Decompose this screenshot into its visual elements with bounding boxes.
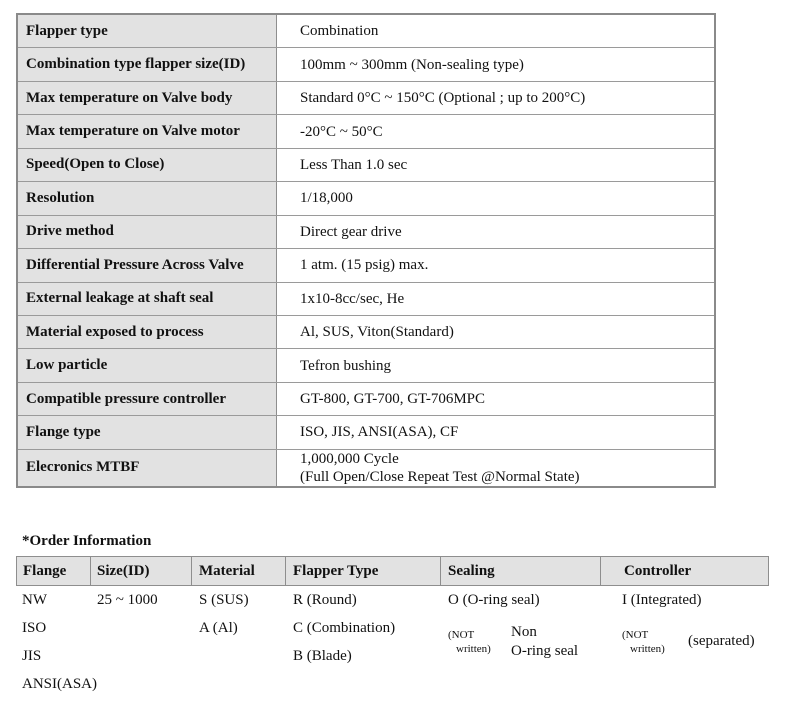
header-size: Size(ID) bbox=[97, 563, 150, 579]
spec-label: Speed(Open to Close) bbox=[18, 149, 277, 181]
spec-label: Flange type bbox=[18, 416, 277, 448]
spec-value-line: (Full Open/Close Repeat Test @Normal State) bbox=[300, 468, 580, 485]
flange-option: ANSI(ASA) bbox=[22, 676, 97, 692]
material-option: A (Al) bbox=[199, 620, 238, 636]
spec-value-line: -20°C ~ 50°C bbox=[300, 123, 383, 140]
spec-value-line: Combination bbox=[300, 23, 379, 40]
controller-separated: (separated) bbox=[688, 633, 755, 649]
spec-value-line: 1,000,000 Cycle bbox=[300, 450, 399, 467]
spec-label: External leakage at shaft seal bbox=[18, 283, 277, 315]
spec-label: Material exposed to process bbox=[18, 316, 277, 348]
sealing-oring: O (O-ring seal) bbox=[448, 592, 540, 608]
spec-value bbox=[277, 383, 714, 415]
sealing-non-oring: O-ring seal bbox=[511, 643, 579, 659]
spec-row bbox=[18, 382, 714, 415]
sealing-not-written: written) bbox=[456, 643, 491, 655]
spec-value-line: Al, SUS, Viton(Standard) bbox=[300, 324, 454, 341]
header-divider bbox=[285, 557, 286, 585]
spec-label: Elecronics MTBF bbox=[18, 450, 277, 486]
spec-label: Low particle bbox=[18, 349, 277, 381]
spec-value-line: Less Than 1.0 sec bbox=[300, 156, 408, 173]
flange-option: NW bbox=[22, 592, 47, 608]
spec-value bbox=[277, 316, 714, 348]
header-divider bbox=[90, 557, 91, 585]
spec-value bbox=[277, 416, 714, 448]
spec-value bbox=[277, 115, 714, 147]
spec-value-line: ISO, JIS, ANSI(ASA), CF bbox=[300, 424, 459, 441]
spec-row bbox=[18, 248, 714, 281]
spec-value-line: 100mm ~ 300mm (Non-sealing type) bbox=[300, 56, 524, 73]
header-divider bbox=[191, 557, 192, 585]
spec-value bbox=[277, 149, 714, 181]
order-table-header bbox=[16, 556, 769, 586]
spec-row bbox=[18, 81, 714, 114]
header-controller: Controller bbox=[624, 563, 692, 579]
spec-row bbox=[18, 181, 714, 214]
header-sealing: Sealing bbox=[448, 563, 495, 579]
spec-row bbox=[18, 148, 714, 181]
flapper-option: R (Round) bbox=[293, 592, 357, 608]
spec-value-line: 1/18,000 bbox=[300, 190, 353, 207]
header-divider bbox=[440, 557, 441, 585]
spec-table bbox=[16, 13, 716, 488]
spec-label: Drive method bbox=[18, 216, 277, 248]
spec-label: Compatible pressure controller bbox=[18, 383, 277, 415]
size-option: 25 ~ 1000 bbox=[97, 592, 158, 608]
spec-value bbox=[277, 82, 714, 114]
spec-value-line: Tefron bushing bbox=[300, 357, 392, 374]
spec-row bbox=[18, 47, 714, 80]
sealing-not-written: (NOT bbox=[448, 629, 475, 641]
spec-label: Max temperature on Valve body bbox=[18, 82, 277, 114]
flange-option: ISO bbox=[22, 620, 47, 636]
spec-value bbox=[277, 450, 714, 486]
spec-label: Max temperature on Valve motor bbox=[18, 115, 277, 147]
spec-value-line: 1x10-8cc/sec, He bbox=[300, 290, 405, 307]
spec-value-line: Direct gear drive bbox=[300, 223, 402, 240]
spec-row bbox=[18, 114, 714, 147]
spec-row bbox=[18, 215, 714, 248]
header-flange: Flange bbox=[23, 563, 67, 579]
flange-option: JIS bbox=[22, 648, 42, 664]
spec-row bbox=[18, 449, 714, 486]
spec-row bbox=[18, 348, 714, 381]
sealing-non: Non bbox=[511, 624, 537, 640]
spec-label: Flapper type bbox=[18, 15, 277, 47]
spec-value-line: GT-800, GT-700, GT-706MPC bbox=[300, 391, 486, 408]
spec-row bbox=[18, 315, 714, 348]
spec-value bbox=[277, 182, 714, 214]
spec-value bbox=[277, 349, 714, 381]
header-material: Material bbox=[199, 563, 255, 579]
controller-not-written: written) bbox=[630, 643, 665, 655]
flapper-option: B (Blade) bbox=[293, 648, 352, 664]
spec-value bbox=[277, 249, 714, 281]
spec-value bbox=[277, 216, 714, 248]
spec-row bbox=[18, 415, 714, 448]
spec-label: Differential Pressure Across Valve bbox=[18, 249, 277, 281]
spec-row bbox=[18, 282, 714, 315]
spec-label: Resolution bbox=[18, 182, 277, 214]
spec-label: Combination type flapper size(ID) bbox=[18, 48, 277, 80]
flapper-option: C (Combination) bbox=[293, 620, 396, 636]
spec-value-line: Standard 0°C ~ 150°C (Optional ; up to 200°C) bbox=[300, 90, 586, 107]
order-info-title: *Order Information bbox=[22, 533, 152, 549]
controller-integrated: I (Integrated) bbox=[622, 592, 702, 608]
spec-value bbox=[277, 283, 714, 315]
spec-value bbox=[277, 15, 714, 47]
spec-row bbox=[18, 15, 714, 47]
material-option: S (SUS) bbox=[199, 592, 249, 608]
spec-value-line: 1 atm. (15 psig) max. bbox=[300, 257, 429, 274]
header-divider bbox=[600, 557, 601, 585]
spec-value bbox=[277, 48, 714, 80]
controller-not-written: (NOT bbox=[622, 629, 649, 641]
header-flapper-type: Flapper Type bbox=[293, 563, 379, 579]
